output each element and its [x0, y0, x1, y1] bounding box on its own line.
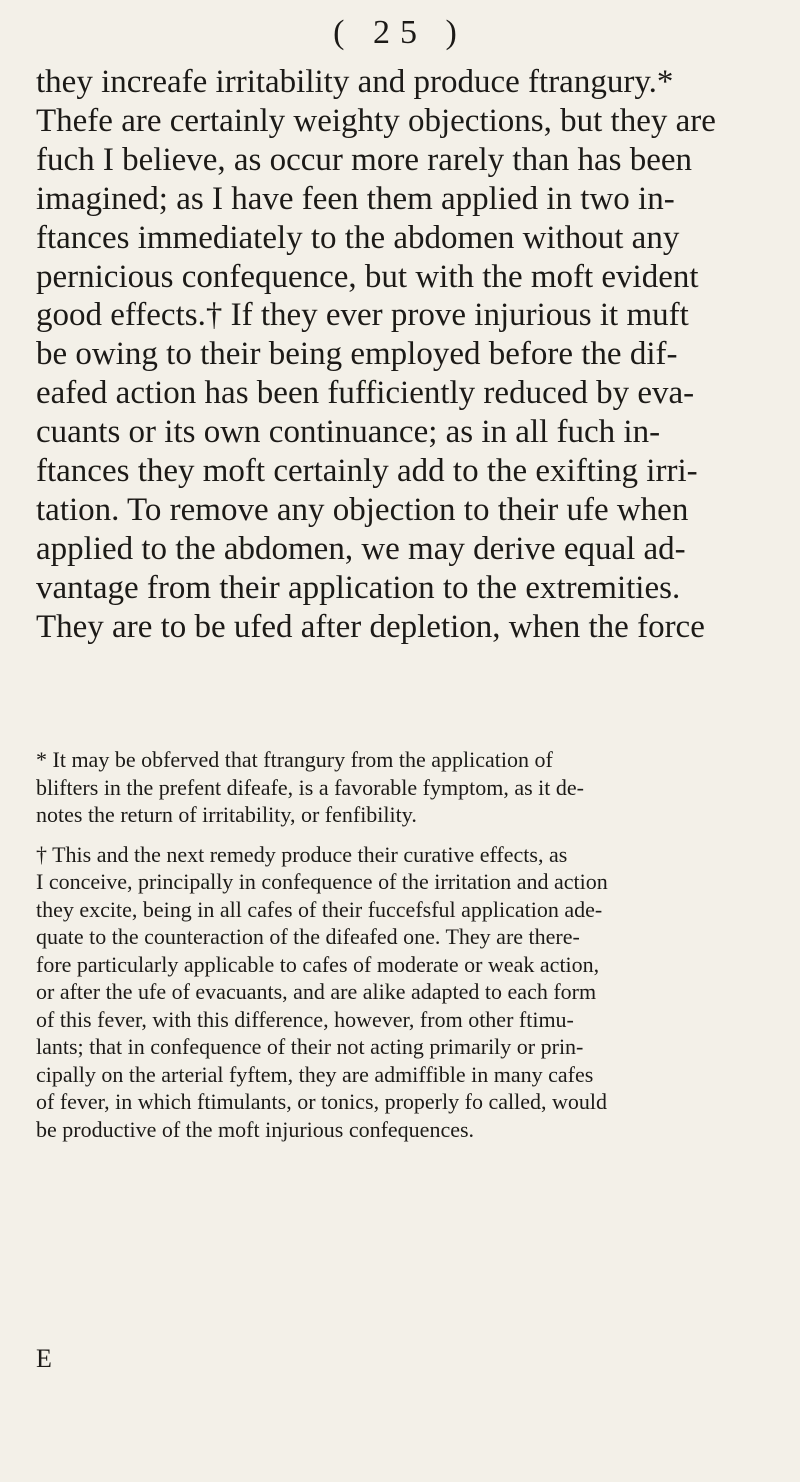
footnote-line: * It may be obferved that ftrangury from the application of [36, 747, 553, 772]
footnote-line: cipally on the arterial fyftem, they are admiffible in many cafes [36, 1061, 594, 1087]
footnote-line: or after the ufe of evacuants, and are alike adapted to each form [36, 979, 597, 1004]
footnote-line: blifters in the prefent difeafe, is a favorable fymptom, as it de- [36, 774, 584, 800]
body-line: they increafe irritability and produce ftrangury.* [36, 64, 674, 100]
body-line: tation. To remove any objection to their ufe when [36, 491, 689, 528]
body-line: ftances immediately to the abdomen without any [36, 219, 680, 256]
footnotes [36, 746, 794, 1143]
body-line: good effects.† If they ever prove injurious it muft [36, 297, 689, 334]
footnote-line: of fever, in which ftimulants, or tonics, properly fo called, would [36, 1089, 607, 1114]
body-line: eafed action has been fufficiently reduced by eva- [36, 375, 695, 412]
footnote-line: fore particularly applicable to cafes of moderate or weak action, [36, 951, 600, 977]
body-line: ftances they moft certainly add to the exifting irri- [36, 453, 698, 490]
footnote-line: lants; that in confequence of their not acting primarily or prin- [36, 1034, 584, 1059]
body-line: applied to the abdomen, we may derive equal ad- [36, 530, 686, 567]
footnote [36, 841, 794, 1144]
signature-mark: E [36, 1344, 52, 1373]
page-number: ( 25 ) [333, 14, 467, 51]
body-line: fuch I believe, as occur more rarely than has been [36, 141, 693, 178]
body-line: pernicious confequence, but with the moft evident [36, 258, 699, 295]
body-line: Thefe are certainly weighty objections, but they are [36, 102, 716, 139]
footnote-line: notes the return of irritability, or fenfibility. [36, 802, 417, 827]
footnote [36, 746, 794, 829]
body-line: be owing to their being employed before the dif- [36, 336, 678, 373]
footnote-line: be productive of the moft injurious confequences. [36, 1116, 475, 1142]
body-line: They are to be ufed after depletion, when the force [36, 608, 705, 645]
footnote-line: quate to the counteraction of the difeafed one. They are there- [36, 924, 580, 949]
body-text [36, 63, 794, 647]
body-line: imagined; as I have feen them applied in two in- [36, 180, 675, 217]
footnote-line: of this fever, with this difference, however, from other ftimu- [36, 1006, 574, 1032]
body-line: vantage from their application to the extremities. [36, 569, 681, 606]
footnote-line: † This and the next remedy produce their curative effects, as [36, 841, 568, 867]
footnote-line: they excite, being in all cafes of their fuccefsful application ade- [36, 896, 603, 922]
footnote-line: I conceive, principally in confequence of the irritation and action [36, 869, 608, 894]
body-line: cuants or its own continuance; as in all fuch in- [36, 414, 661, 451]
